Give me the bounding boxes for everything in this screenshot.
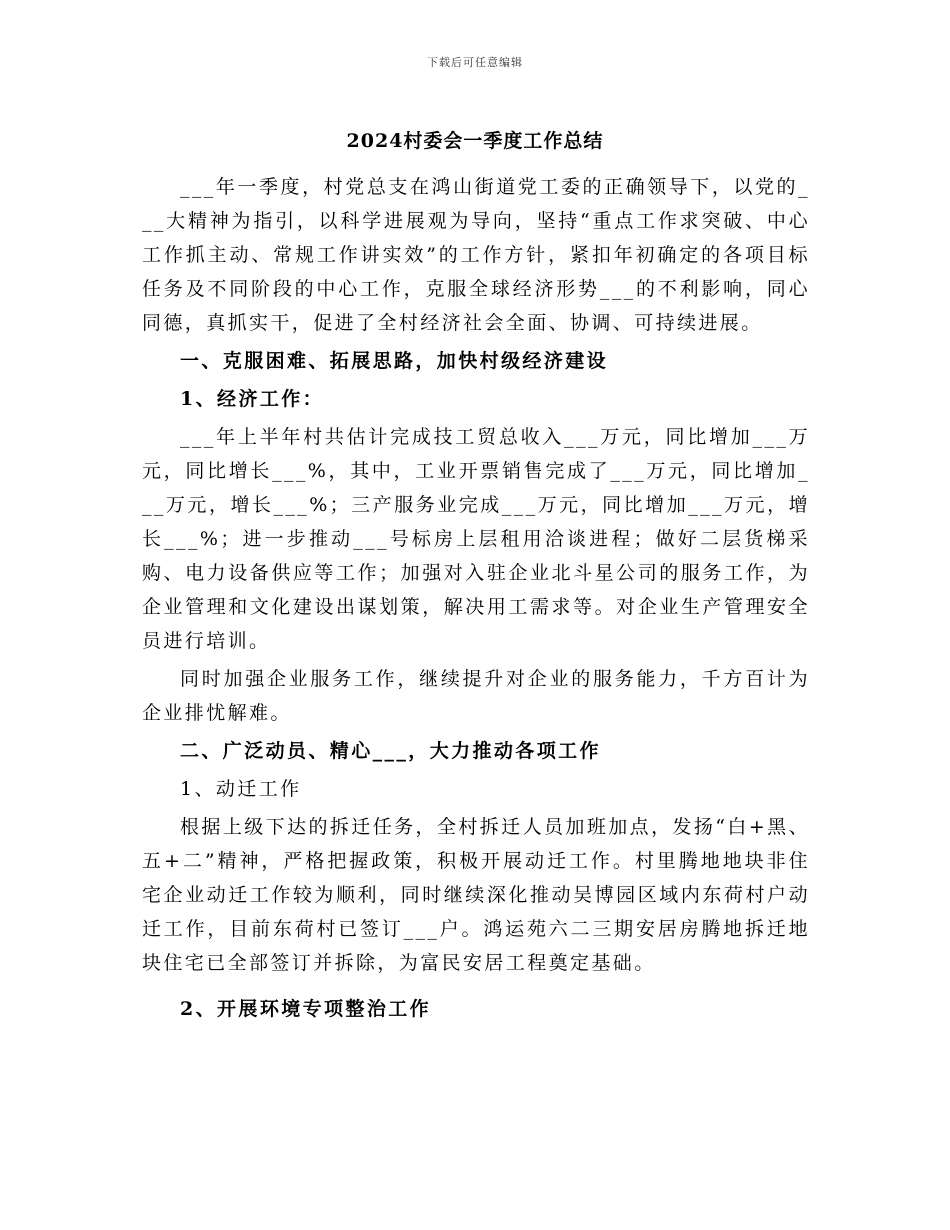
section-2-subheading-environment: 2、开展环境专项整治工作 [180,998,432,1020]
section-1-subheading-economy: 1、经济工作： [180,388,325,410]
section-1-heading: 一、克服困难、拓展思路，加快村级经济建设 [180,350,609,372]
relocation-paragraph: 根据上级下达的拆迁任务，全村拆迁人员加班加点，发扬“白+黑、五+二”精神，严格把握政策，积极开展动迁工作。村里腾地地块非住宅企业动迁工作较为顺利，同时继续深化推动吴博园区域内东荷村户动迁工作，目前东荷村已签订___户。鸿运苑六二三期安居房腾地拆迁地块住宅已全部签订并拆除，为富民安居工程奠定基础。 [142,816,810,974]
document-body [142,170,810,1026]
economy-paragraph: ___年上半年村共估计完成技工贸总收入___万元，同比增加___万元，同比增长___%，其中，工业开票销售完成了___万元，同比增加___万元，增长___%；三产服务业完成___万元，同比增加___万元，增长___%；进一步推动___号标房上层租用洽谈进程；做好二层货梯采购、电力设备供应等工作；加强对入驻企业北斗星公司的服务工作，为企业管理和文化建设出谋划策，解决用工需求等。对企业生产管理安全员进行培训。 [142,426,810,652]
service-paragraph: 同时加强企业服务工作，继续提升对企业的服务能力，千方百计为企业排忧解难。 [142,668,810,724]
intro-paragraph: ___年一季度，村党总支在鸿山街道党工委的正确领导下，以党的___大精神为指引，以科学进展观为导向，坚持“重点工作求突破、中心工作抓主动、常规工作讲实效”的工作方针，紧扣年初确定的各项目标任务及不同阶段的中心工作，克服全球经济形势___的不利影响，同心同德，真抓实干，促进了全村经济社会全面、协调、可持续进展。 [142,176,810,334]
page-title: 2024村委会一季度工作总结 [346,130,604,152]
section-2-subheading-relocation: 1、动迁工作 [180,778,302,800]
section-2-heading: 二、广泛动员、精心___，大力推动各项工作 [180,740,601,762]
header-note: 下载后可任意编辑 [427,56,523,69]
